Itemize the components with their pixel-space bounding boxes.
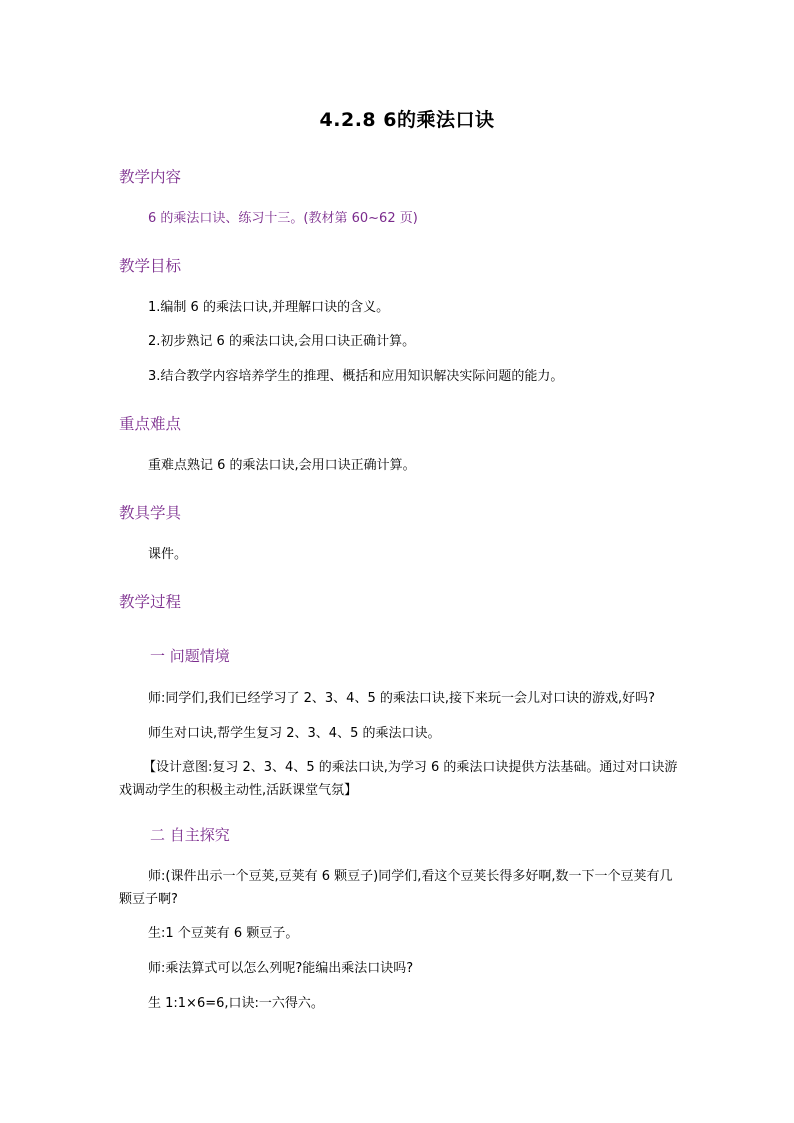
goal-item-3: 3.结合教学内容培养学生的推理、概括和应用知识解决实际问题的能力。 [148,369,564,384]
section-heading-key-points: 重点难点 [119,415,182,433]
section-heading-process: 教学过程 [119,593,182,611]
section-heading-materials: 教具学具 [119,504,182,522]
section-heading-goals: 教学目标 [119,257,182,275]
subheading-problem-situation: 一 问题情境 [150,647,230,665]
goal-item-1: 1.编制 6 的乘法口诀,并理解口诀的含义。 [148,300,390,315]
dialogue-line: 师:同学们,我们已经学习了 2、3、4、5 的乘法口诀,接下来玩一会儿对口诀的游戏,好吗? [148,691,656,706]
materials-text: 课件。 [148,547,188,562]
dialogue-line: 生:1 个豆荚有 6 颗豆子。 [148,926,299,941]
dialogue-line: 生 1:1×6=6,口诀:一六得六。 [148,996,324,1011]
key-points-text: 重难点熟记 6 的乘法口诀,会用口诀正确计算。 [148,458,416,473]
section-heading-content: 教学内容 [119,168,182,186]
subheading-self-exploration: 二 自主探究 [150,826,230,844]
goal-item-2: 2.初步熟记 6 的乘法口诀,会用口诀正确计算。 [148,334,416,349]
page-title: 4.2.8 6的乘法口诀 [319,109,495,131]
design-note: 【设计意图:复习 2、3、4、5 的乘法口诀,为学习 6 的乘法口诀提供方法基础。通过对口诀游戏调动学生的积极主动性,活跃课堂气氛】 [119,760,678,798]
dialogue-line: 师生对口诀,帮学生复习 2、3、4、5 的乘法口诀。 [148,726,441,741]
content-text: 6 的乘法口诀、练习十三。(教材第 60~62 页) [148,211,418,226]
teacher-paragraph: 师:(课件出示一个豆荚,豆荚有 6 颗豆子)同学们,看这个豆荚长得多好啊,数一下一个豆荚有几颗豆子啊? [119,869,673,907]
dialogue-line: 师:乘法算式可以怎么列呢?能编出乘法口诀吗? [148,961,414,976]
